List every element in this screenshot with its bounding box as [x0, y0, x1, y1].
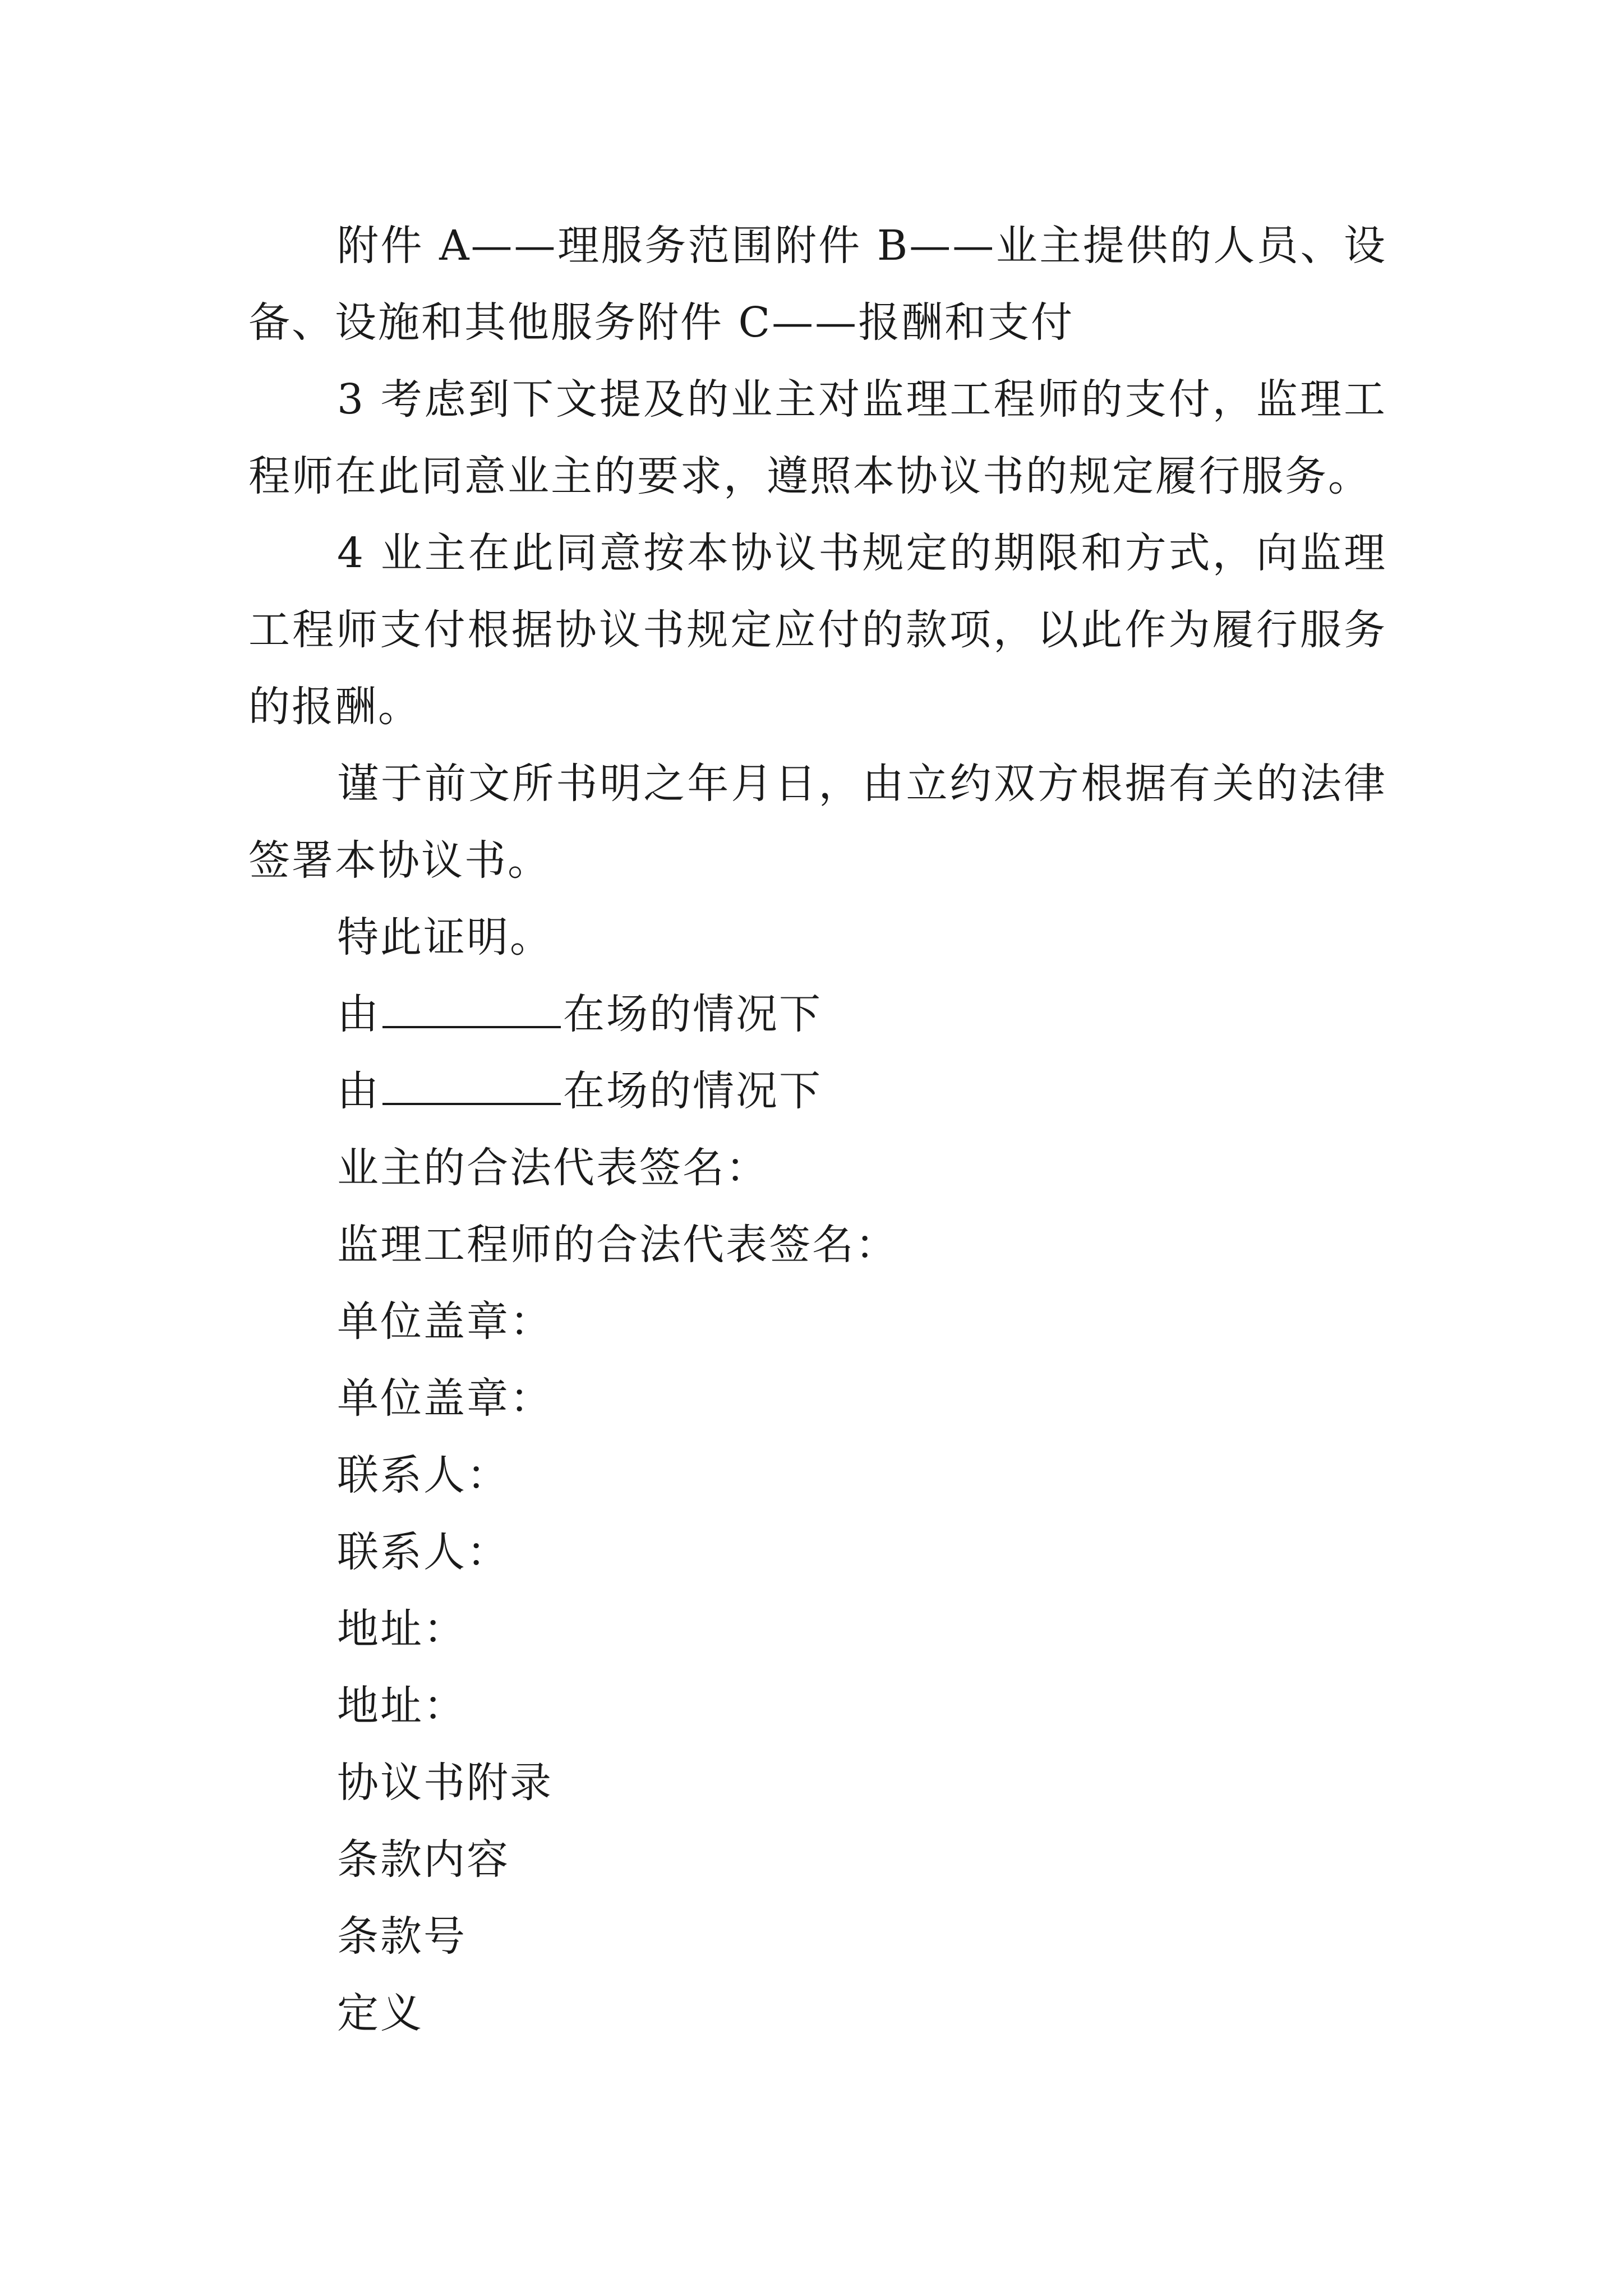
paragraph-owner-payment: 4 业主在此同意按本协议书规定的期限和方式，向监理工程师支付根据协议书规定应付的款项，以此作为履行服务的报酬。 [248, 529, 1387, 731]
address-label: 地址： [337, 1605, 467, 1653]
paragraph-annexes: 附件 A——理服务范围附件 B——业主提供的人员、设备、设施和其他服务附件 C——报酬和支付 [248, 222, 1387, 347]
definition-label: 定义 [337, 1989, 423, 2037]
document-body [248, 208, 1387, 2052]
engineer-signature-label: 监理工程师的合法代表签名： [337, 1221, 898, 1269]
witness-blank [382, 1067, 561, 1105]
witness-prefix: 由 [337, 990, 380, 1038]
contact-label: 联系人： [337, 1451, 510, 1499]
certify-line: 特此证明。 [337, 913, 553, 961]
witness-suffix: 在场的情况下 [563, 1067, 822, 1115]
witness-prefix: 由 [337, 1067, 380, 1115]
clause-number-label: 条款号 [337, 1912, 467, 1961]
address-label: 地址： [337, 1682, 467, 1730]
witness-line [248, 1053, 1387, 1130]
appendix-heading: 协议书附录 [337, 1759, 553, 1807]
owner-signature-label: 业主的合法代表签名： [337, 1144, 769, 1192]
paragraph-engineer-consent: 3 考虑到下文提及的业主对监理工程师的支付，监理工程师在此同意业主的要求，遵照本协议书的规定履行服务。 [248, 375, 1387, 500]
seal-label: 单位盖章： [337, 1297, 553, 1346]
contact-label: 联系人： [337, 1528, 510, 1576]
seal-label: 单位盖章： [337, 1374, 553, 1423]
paragraph-signing: 谨于前文所书明之年月日，由立约双方根据有关的法律签署本协议书。 [248, 760, 1387, 885]
witness-line [248, 976, 1387, 1053]
witness-blank [382, 990, 561, 1028]
clause-content-label: 条款内容 [337, 1835, 510, 1884]
witness-suffix: 在场的情况下 [563, 990, 822, 1038]
